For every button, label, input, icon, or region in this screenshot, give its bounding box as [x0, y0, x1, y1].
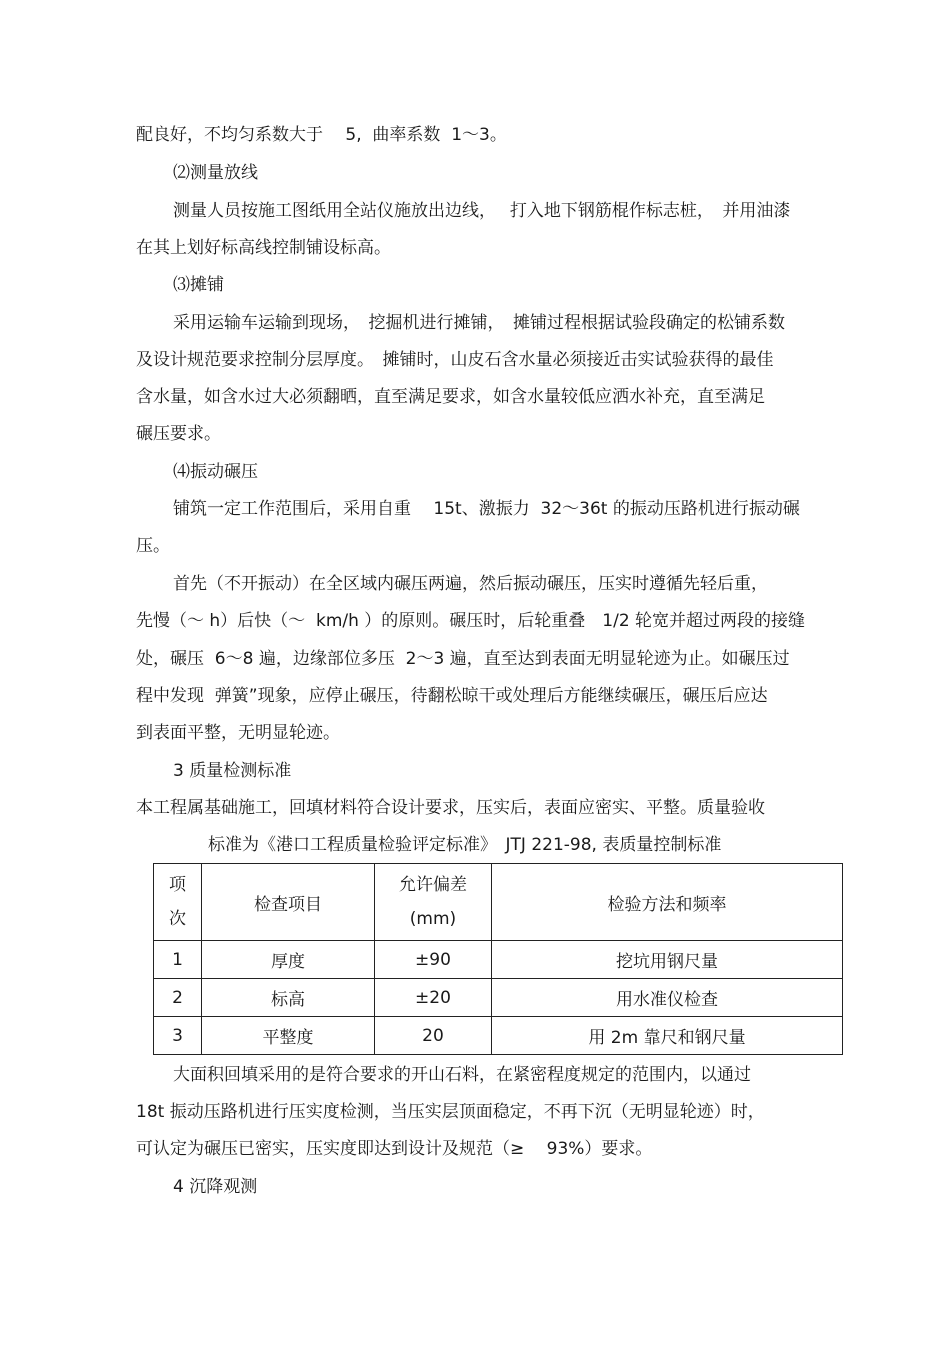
cell-tolerance: ±20: [375, 979, 492, 1017]
header-no-line1: 项: [169, 875, 186, 895]
paragraph-line: 大面积回填采用的是符合要求的开山石料，在紧密程度规定的范围内，以通过: [173, 1065, 751, 1085]
section-heading: ⑵测量放线: [173, 163, 258, 183]
paragraph-line: 碾压要求。: [136, 424, 221, 444]
table-row: [154, 941, 843, 979]
paragraph-line: 压。: [136, 536, 170, 556]
paragraph-line: 在其上划好标高线控制铺设标高。: [136, 238, 391, 258]
paragraph-line: 采用运输车运输到现场， 挖掘机进行摊铺， 摊铺过程根据试验段确定的松铺系数: [173, 313, 785, 333]
paragraph-line: 本工程属基础施工，回填材料符合设计要求，压实后，表面应密实、平整。质量验收: [136, 798, 765, 818]
paragraph-line: 首先（不开振动）在全区域内碾压两遍，然后振动碾压，压实时遵循先轻后重，: [173, 574, 768, 594]
cell-item: 标高: [202, 979, 375, 1017]
cell-item: 厚度: [202, 941, 375, 979]
paragraph-line: 程中发现 弹簧”现象，应停止碾压，待翻松晾干或处理后方能继续碾压，碾压后应达: [136, 686, 768, 706]
table-caption: 标准为《港口工程质量检验评定标准》 JTJ 221-98, 表质量控制标准: [208, 835, 722, 855]
header-tolerance-line2: (mm): [409, 909, 457, 929]
cell-no: 3: [154, 1017, 202, 1055]
section-heading: ⑷振动碾压: [173, 462, 258, 482]
header-cell-method: 检验方法和频率: [492, 864, 843, 941]
table-row: [154, 1017, 843, 1055]
cell-method: 挖坑用钢尺量: [492, 941, 843, 979]
header-cell-tolerance: [375, 864, 492, 941]
paragraph-line: 处，碾压 6～8 遍，边缘部位多压 2～3 遍，直至达到表面无明显轮迹为止。如碾压过: [136, 649, 790, 669]
cell-item: 平整度: [202, 1017, 375, 1055]
paragraph-line: 含水量，如含水过大必须翻晒，直至满足要求，如含水量较低应洒水补充，直至满足: [136, 387, 765, 407]
cell-method: 用 2m 靠尺和钢尺量: [492, 1017, 843, 1055]
cell-tolerance: 20: [375, 1017, 492, 1055]
section-heading: 3 质量检测标准: [173, 761, 292, 781]
paragraph-line: 测量人员按施工图纸用全站仪施放出边线， 打入地下钢筋棍作标志桩， 并用油漆: [173, 201, 791, 221]
table-header-row: [154, 864, 843, 941]
section-heading: ⑶摊铺: [173, 275, 224, 295]
header-no-line2: 次: [169, 909, 186, 929]
cell-no: 2: [154, 979, 202, 1017]
paragraph-line: 先慢（～ h）后快（～ km/h ）的原则。碾压时，后轮重叠 1/2 轮宽并超过两段的接缝: [136, 611, 806, 631]
paragraph-line: 18t 振动压路机进行压实度检测，当压实层顶面稳定，不再下沉（无明显轮迹）时，: [136, 1102, 765, 1122]
paragraph-line: 铺筑一定工作范围后，采用自重 15t、激振力 32～36t 的振动压路机进行振动碾: [173, 499, 800, 519]
paragraph-line: 配良好，不均匀系数大于 5, 曲率系数 1～3。: [136, 125, 507, 145]
table-row: [154, 979, 843, 1017]
section-heading: 4 沉降观测: [173, 1177, 258, 1197]
cell-method: 用水准仪检查: [492, 979, 843, 1017]
cell-no: 1: [154, 941, 202, 979]
header-cell-no: [154, 864, 202, 941]
cell-tolerance: ±90: [375, 941, 492, 979]
header-tolerance-line1: 允许偏差: [399, 875, 467, 895]
paragraph-line: 及设计规范要求控制分层厚度。 摊铺时，山皮石含水量必须接近击实试验获得的最佳: [136, 350, 774, 370]
header-cell-item: 检查项目: [202, 864, 375, 941]
paragraph-line: 到表面平整，无明显轮迹。: [136, 723, 340, 743]
quality-control-table: [153, 863, 843, 1055]
paragraph-line: 可认定为碾压已密实，压实度即达到设计及规范（≥ 93%）要求。: [136, 1139, 653, 1159]
